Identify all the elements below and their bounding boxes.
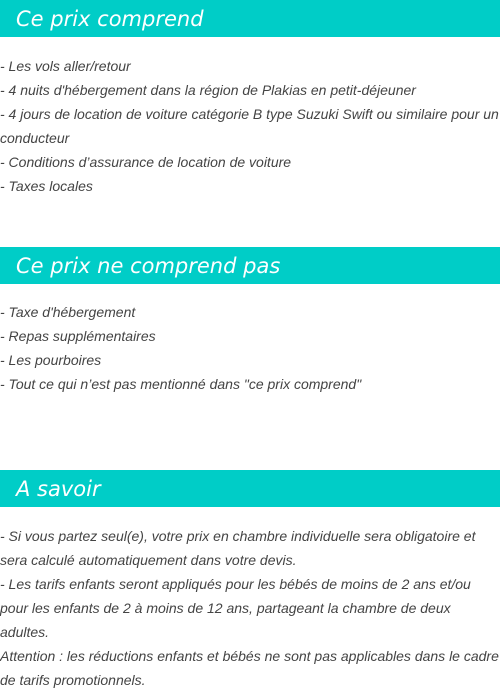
section-header bbox=[0, 0, 500, 37]
section-price-excludes bbox=[0, 247, 500, 396]
section-title: A savoir bbox=[16, 476, 101, 501]
excluded-list bbox=[0, 300, 500, 396]
included-list bbox=[0, 54, 500, 198]
list-item: - Les vols aller/retour bbox=[0, 58, 131, 74]
list-item: - Les pourboires bbox=[0, 352, 102, 368]
list-item: - Taxes locales bbox=[0, 178, 93, 194]
section-header bbox=[0, 470, 500, 507]
list-item: - Tout ce qui n’est pas mentionné dans "ce prix comprend" bbox=[0, 376, 362, 392]
list-item: - 4 jours de location de voiture catégorie B type Suzuki Swift ou similaire pour un conducteur bbox=[0, 106, 499, 146]
section-title: Ce prix comprend bbox=[16, 6, 204, 31]
section-header bbox=[0, 247, 500, 284]
section-good-to-know bbox=[0, 470, 500, 692]
section-title: Ce prix ne comprend pas bbox=[16, 253, 281, 278]
list-item: - Conditions d’assurance de location de voiture bbox=[0, 154, 292, 170]
list-item: - Repas supplémentaires bbox=[0, 328, 156, 344]
list-item: - Les tarifs enfants seront appliqués pour les bébés de moins de 2 ans et/ou pour les enfants de 2 à moins de 12 ans, partageant la chambre de deux adultes. bbox=[0, 576, 471, 640]
list-item: - Si vous partez seul(e), votre prix en chambre individuelle sera obligatoire et sera calculé automatiquement dans votre devis. bbox=[0, 528, 476, 568]
list-item: - Taxe d'hébergement bbox=[0, 304, 136, 320]
list-item: - 4 nuits d'hébergement dans la région de Plakias en petit-déjeuner bbox=[0, 82, 416, 98]
section-price-includes bbox=[0, 0, 500, 198]
list-item: Attention : les réductions enfants et bébés ne sont pas applicables dans le cadre de tarifs promotionnels. bbox=[0, 648, 499, 688]
